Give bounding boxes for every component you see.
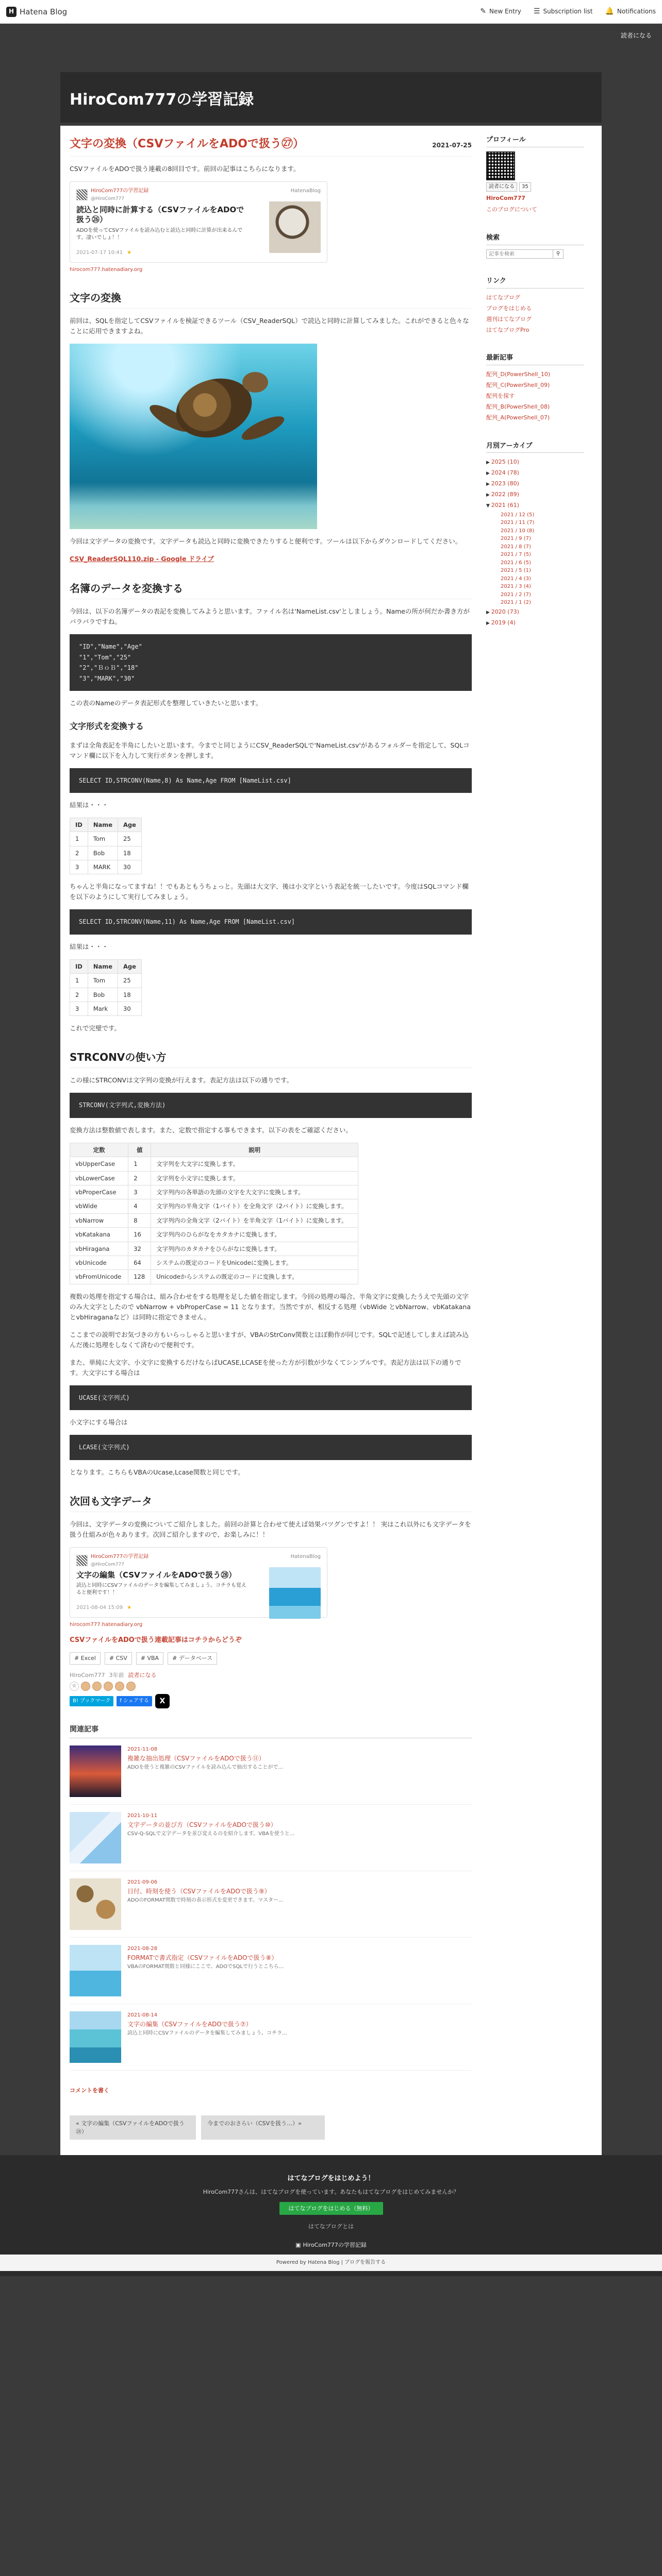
search-box bbox=[486, 249, 564, 259]
profile-module bbox=[486, 135, 584, 215]
related-date: 2021-08-14 bbox=[127, 2012, 158, 2018]
related-title[interactable]: FORMATで書式指定（CSVファイルをADOで扱う⑧） bbox=[127, 1954, 278, 1961]
notifications-button[interactable] bbox=[605, 6, 656, 17]
related-heading: 関連記事 bbox=[70, 1724, 472, 1738]
archive-year[interactable] bbox=[486, 489, 584, 500]
strconv-table bbox=[70, 1143, 358, 1284]
hatena-bookmark-button[interactable]: B! ブックマーク bbox=[70, 1696, 113, 1706]
archive-year-label: 2023 (80) bbox=[491, 480, 519, 487]
archive-year-open[interactable] bbox=[486, 500, 584, 511]
card-desc: ADOを使ってCSVファイルを読み込むと読込と同時に計算が出来るんです。凄いでしょ！！ bbox=[76, 227, 243, 241]
write-comment-link[interactable]: コメントを書く bbox=[70, 2087, 109, 2094]
paragraph: この様にSTRCONVは文字列の変換が行えます。表記方法は以下の通りです。 bbox=[70, 1076, 293, 1084]
related-item[interactable] bbox=[70, 1738, 472, 1805]
start-blog-button[interactable]: はてなブログをはじめる（無料） bbox=[279, 2202, 383, 2215]
links-heading: リンク bbox=[486, 276, 584, 289]
prev-entry-button[interactable]: « 文字の編集（CSVファイルをADOで扱う㉘） bbox=[70, 2115, 196, 2140]
card-author-id: @HiroCom777 bbox=[91, 1562, 125, 1567]
table-row bbox=[70, 1002, 142, 1016]
table-cell: 文字列を小文字に変換します。 bbox=[151, 1171, 358, 1185]
profile-name[interactable]: HiroCom777 bbox=[486, 194, 526, 201]
search-module bbox=[486, 233, 584, 259]
related-thumbnail[interactable] bbox=[70, 1878, 121, 1930]
paragraph: 変換方法は整数値で表します。また、定数で指定する事もできます。以下の表をご確認ください。 bbox=[70, 1126, 353, 1134]
triangle-right-icon: ▶ bbox=[486, 493, 491, 498]
what-is-hatena-link[interactable]: はてなブログとは bbox=[308, 2223, 354, 2230]
table-cell: MARK bbox=[88, 860, 118, 874]
archive-month[interactable]: 2021 / 12 (5) bbox=[501, 512, 535, 518]
archive-heading: 月別アーカイブ bbox=[486, 441, 584, 453]
paragraph: これで完璧です。 bbox=[70, 1024, 121, 1032]
result-label: 結果は・・・ bbox=[70, 801, 109, 809]
archive-month[interactable]: 2021 / 11 (7) bbox=[501, 520, 535, 526]
entry-date[interactable]: 2021-07-25 bbox=[432, 142, 472, 149]
recent-entry[interactable]: 配列_B(PowerShell_08) bbox=[486, 403, 550, 410]
table-cell: vbProperCase bbox=[70, 1185, 128, 1199]
search-input[interactable] bbox=[487, 250, 553, 258]
blog-title[interactable]: HiroCom777の学習記録 bbox=[70, 91, 254, 109]
table-cell: vbLowerCase bbox=[70, 1171, 128, 1185]
table-cell: 16 bbox=[128, 1228, 151, 1242]
next-entry-button[interactable]: 今までのおさらい（CSVを扱う…）» bbox=[201, 2115, 325, 2140]
profile-heading: プロフィール bbox=[486, 135, 584, 147]
archive-year[interactable] bbox=[486, 479, 584, 489]
archive-year[interactable] bbox=[486, 618, 584, 629]
table-cell: 2 bbox=[128, 1171, 151, 1185]
table-header: Age bbox=[118, 818, 142, 832]
related-thumbnail[interactable] bbox=[70, 1812, 121, 1863]
recent-module bbox=[486, 353, 584, 423]
reader-count[interactable]: 35 bbox=[519, 182, 531, 192]
paragraph: また、単純に大文字、小文字に変換するだけならばUCASE,LCASEを使った方が引数が少なくてシンプルです。表記方法は以下の通りです。大文字にする場合は bbox=[70, 1358, 461, 1377]
table-cell: 文字列内の各単語の先頭の文字を大文字に変換します。 bbox=[151, 1185, 358, 1199]
result-table-1 bbox=[70, 818, 142, 875]
recent-entry[interactable]: 配列_C(PowerShell_09) bbox=[486, 382, 550, 389]
link-hatena-blog[interactable]: はてなブログ bbox=[486, 294, 520, 301]
code-block: SELECT ID,STRCONV(Name,11) As Name,Age FROM [NameList.csv] bbox=[70, 909, 472, 934]
archive-month[interactable]: 2021 / 1 (2) bbox=[501, 600, 531, 606]
related-title[interactable]: 文字の編集（CSVファイルをADOで扱う⑦） bbox=[127, 2020, 252, 2028]
paragraph: まずは全角表記を半角にしたいと思います。今までと同じようにCSV_ReaderSQLで'NameList.csv'があるフォルダーを指定して、SQLコマンド欄に以下を入力して実行ボタンを押します。 bbox=[70, 741, 470, 759]
related-desc: 読込と同時にCSVファイルのデータを編集してみましょう。コチラ... bbox=[127, 2030, 287, 2036]
table-cell: 文字列内の全角文字（2バイト）を半角文字（1バイト）に変換します。 bbox=[151, 1213, 358, 1227]
author-time[interactable]: 3年前 bbox=[109, 1671, 124, 1679]
table-row bbox=[70, 1171, 358, 1185]
card-desc: 読込と同時にCSVファイルのデータを編集してみましょう。コチラも覚えると便利です！！ bbox=[76, 1583, 246, 1596]
related-item[interactable] bbox=[70, 1805, 472, 1871]
global-header bbox=[0, 0, 662, 24]
archive-year-label: 2024 (78) bbox=[491, 469, 519, 477]
links-module bbox=[486, 276, 584, 335]
related-date: 2021-08-28 bbox=[127, 1945, 158, 1952]
blog-title-bar bbox=[60, 72, 602, 123]
related-list bbox=[70, 1738, 472, 2071]
recent-heading: 最新記事 bbox=[486, 353, 584, 365]
star-icon: ★ bbox=[127, 249, 132, 256]
tag-excel[interactable]: # Excel bbox=[70, 1652, 101, 1665]
table-header: 値 bbox=[128, 1143, 151, 1157]
archive-year-label: 2025 (10) bbox=[491, 459, 519, 466]
archive-month[interactable]: 2021 / 10 (8) bbox=[501, 528, 535, 534]
related-date: 2021-10-11 bbox=[127, 1812, 158, 1819]
new-entry-button[interactable] bbox=[480, 6, 521, 17]
table-row bbox=[70, 1185, 358, 1199]
related-desc: CSV-Q-SQLで文字データを並び変えるのを紹介します。VBAを使うと... bbox=[127, 1831, 295, 1837]
archive-year[interactable] bbox=[486, 607, 584, 618]
card-source-link[interactable]: hirocom777.hatenadiary.org bbox=[70, 1622, 143, 1628]
table-cell: Mark bbox=[88, 1002, 118, 1016]
card-author-name: HiroCom777の学習記録 bbox=[91, 1553, 149, 1560]
table-cell: 30 bbox=[118, 860, 142, 874]
tag-vba[interactable]: # VBA bbox=[136, 1652, 163, 1665]
card-author bbox=[76, 1553, 321, 1568]
related-title[interactable]: 文字データの並び方（CSVファイルをADOで扱う⑩） bbox=[127, 1821, 277, 1828]
archive-year-label: 2019 (4) bbox=[491, 619, 516, 626]
card-author bbox=[76, 187, 321, 202]
main-column bbox=[70, 135, 472, 2140]
link-weekly[interactable]: 週刊はてなブログ bbox=[486, 315, 532, 323]
reader-box bbox=[486, 182, 584, 192]
magnifier-thumbnail bbox=[269, 201, 321, 253]
x-share-button[interactable]: X bbox=[155, 1694, 170, 1708]
triangle-right-icon: ▶ bbox=[486, 471, 491, 477]
archive-month[interactable]: 2021 / 4 (3) bbox=[501, 575, 531, 582]
footer-powered[interactable]: Powered by Hatena Blog | ブログを報告する bbox=[0, 2255, 662, 2271]
user-avatar[interactable] bbox=[81, 1682, 90, 1691]
star-icon: ★ bbox=[127, 1605, 132, 1611]
subscription-list-button[interactable] bbox=[534, 6, 593, 17]
hero-area bbox=[0, 24, 662, 75]
table-cell: Tom bbox=[88, 974, 118, 988]
user-avatar[interactable] bbox=[115, 1682, 124, 1691]
archive-year-label: 2020 (73) bbox=[491, 608, 519, 615]
table-cell: 18 bbox=[118, 846, 142, 860]
paragraph: ちゃんと半角になってますね！！でもあともうちょっと。先頭は大文字、後は小文字という表記を統一したいです。今度はSQLコマンド欄を以下のようにして実行してみましょう。 bbox=[70, 883, 469, 901]
paragraph: 今回は、以下の名簿データの表記を変換してみようと思います。ファイル名は'NameList.csv'としましょう。Nameの所が何だか書き方がバラバラですね。 bbox=[70, 607, 470, 626]
tag-database[interactable]: # データベース bbox=[168, 1652, 217, 1665]
card-source-link[interactable]: hirocom777.hatenadiary.org bbox=[70, 266, 143, 273]
table-cell: Bob bbox=[88, 988, 118, 1002]
related-title[interactable]: 複雑な抽出処理（CSVファイルをADOで扱う⑪） bbox=[127, 1754, 265, 1762]
table-row bbox=[70, 1242, 358, 1256]
card-title[interactable]: 文字の編集（CSVファイルをADOで扱う㉘） bbox=[76, 1570, 237, 1580]
paragraph: 小文字にする場合は bbox=[70, 1418, 128, 1427]
search-heading: 検索 bbox=[486, 233, 584, 245]
code-block: LCASE(文字列式) bbox=[70, 1435, 472, 1460]
table-cell: 1 bbox=[70, 832, 88, 846]
archive-year-label: 2022 (89) bbox=[491, 491, 519, 498]
card-author-id: @HiroCom777 bbox=[91, 196, 125, 202]
table-cell: vbUpperCase bbox=[70, 1157, 128, 1171]
subscription-label: Subscription list bbox=[543, 7, 593, 15]
archive-month[interactable]: 2021 / 6 (5) bbox=[501, 560, 531, 566]
table-cell: 25 bbox=[118, 974, 142, 988]
table-cell: 3 bbox=[70, 860, 88, 874]
archive-month[interactable]: 2021 / 5 (1) bbox=[501, 568, 531, 574]
table-header: Name bbox=[88, 818, 118, 832]
pencil-icon: ✎ bbox=[480, 7, 486, 16]
star-area bbox=[70, 1682, 472, 1691]
related-item[interactable] bbox=[70, 2004, 472, 2071]
archive-module bbox=[486, 441, 584, 629]
related-item[interactable] bbox=[70, 1871, 472, 1938]
table-cell: vbHiragana bbox=[70, 1242, 128, 1256]
link-start-blog[interactable]: ブログをはじめる bbox=[486, 304, 532, 312]
page-content bbox=[60, 126, 602, 2155]
table-cell: 3 bbox=[128, 1185, 151, 1199]
table-cell: 1 bbox=[128, 1157, 151, 1171]
table-cell: 128 bbox=[128, 1270, 151, 1284]
embed-card-next[interactable] bbox=[70, 1547, 327, 1618]
result-label: 結果は・・・ bbox=[70, 942, 109, 951]
add-star-button[interactable]: ☆ bbox=[70, 1682, 79, 1691]
code-block: "ID","Name","Age" "1","Tom","25" "2","ＢｏＢ","18" "3","MARK","30" bbox=[70, 634, 472, 691]
table-header: 説明 bbox=[151, 1143, 358, 1157]
section-title: 文字の変換 bbox=[70, 290, 472, 309]
table-cell: Bob bbox=[88, 846, 118, 860]
related-date: 2021-11-08 bbox=[127, 1746, 158, 1752]
table-cell: Tom bbox=[88, 832, 118, 846]
related-thumbnail[interactable] bbox=[70, 2011, 121, 2063]
facebook-share-button[interactable]: f シェアする bbox=[117, 1696, 152, 1706]
table-cell: 2 bbox=[70, 846, 88, 860]
sidebar-reader-button[interactable]: 読者になる bbox=[486, 182, 517, 192]
table-cell: 30 bbox=[118, 1002, 142, 1016]
table-cell: システムの既定のコードをUnicodeに変換します。 bbox=[151, 1256, 358, 1269]
table-row bbox=[70, 860, 142, 874]
triangle-right-icon: ▶ bbox=[486, 609, 491, 615]
profile-qr-icon[interactable] bbox=[486, 151, 515, 180]
table-header: ID bbox=[70, 959, 88, 973]
table-cell: 8 bbox=[128, 1213, 151, 1227]
table-cell: vbWide bbox=[70, 1199, 128, 1213]
user-avatar[interactable] bbox=[104, 1682, 113, 1691]
sea-thumbnail bbox=[269, 1567, 321, 1619]
table-cell: 文字列内のひらがなをカタカナに変換します。 bbox=[151, 1228, 358, 1242]
recent-entry[interactable]: 配列を探す bbox=[486, 393, 515, 400]
table-cell: 4 bbox=[128, 1199, 151, 1213]
share-buttons bbox=[70, 1694, 472, 1708]
related-desc: VBAのFORMAT関数と同様にここで、ADOでSQLで行うとこちら... bbox=[127, 1963, 284, 1970]
archive-month[interactable]: 2021 / 7 (5) bbox=[501, 552, 531, 558]
related-desc: ADOのFORMAT関数で時刻の表示形式を変更できます。マスター... bbox=[127, 1897, 284, 1903]
qr-avatar-icon bbox=[76, 189, 88, 200]
table-cell: 32 bbox=[128, 1242, 151, 1256]
table-cell: vbUnicode bbox=[70, 1256, 128, 1269]
archive-year[interactable] bbox=[486, 457, 584, 468]
triangle-right-icon: ▶ bbox=[486, 620, 491, 626]
related-thumbnail[interactable] bbox=[70, 1945, 121, 1996]
table-header: ID bbox=[70, 818, 88, 832]
notifications-label: Notifications bbox=[617, 7, 656, 15]
footer-question: はてなブログをはじめよう！ bbox=[287, 2175, 375, 2183]
result-table-2 bbox=[70, 959, 142, 1016]
intro-paragraph: CSVファイルをADOで扱う連載の8回目です。前回の記事はこちらになります。 bbox=[70, 165, 300, 173]
qr-avatar-icon bbox=[76, 1555, 88, 1566]
archive-month[interactable]: 2021 / 2 (7) bbox=[501, 591, 531, 598]
table-cell: vbNarrow bbox=[70, 1213, 128, 1227]
new-entry-label: New Entry bbox=[489, 7, 521, 15]
user-avatar[interactable] bbox=[126, 1682, 136, 1691]
paragraph: 前回は、SQLを指定してCSVファイルを検証できるツール（CSV_ReaderSQL）で読込と同時に計算してみました。これができると色々なことに応用できますよね。 bbox=[70, 316, 469, 335]
subsection-title: 文字形式を変換する bbox=[70, 721, 144, 731]
sea-turtle-image bbox=[70, 344, 317, 529]
archive-year-label: 2021 (61) bbox=[491, 502, 519, 509]
author-name[interactable]: HiroCom777 bbox=[70, 1671, 105, 1679]
table-row bbox=[70, 1199, 358, 1213]
archive-month[interactable]: 2021 / 9 (7) bbox=[501, 536, 531, 542]
table-row bbox=[70, 832, 142, 846]
paragraph: この表のNameのデータ表記形式を整理していきたいと思います。 bbox=[70, 699, 262, 707]
footer-blog-link[interactable] bbox=[0, 2241, 662, 2250]
table-cell: 文字列内のカタカナをひらがなに変換します。 bbox=[151, 1242, 358, 1256]
author-reader-button[interactable]: 読者になる bbox=[128, 1671, 157, 1679]
section-title: STRCONVの使い方 bbox=[70, 1049, 472, 1068]
table-cell: 18 bbox=[118, 988, 142, 1002]
paragraph: 今回は文字データの変換です。文字データも読込と同時に変換できたりすると便利です。ツールは以下からダウンロードしてください。 bbox=[70, 537, 462, 545]
triangle-right-icon: ▶ bbox=[486, 460, 491, 466]
pager bbox=[70, 2115, 472, 2140]
table-header: 定数 bbox=[70, 1143, 128, 1157]
table-row bbox=[70, 988, 142, 1002]
table-row bbox=[70, 1228, 358, 1242]
header-reader-button[interactable]: 読者になる bbox=[620, 32, 652, 39]
entry-title[interactable]: 文字の変換（CSVファイルをADOで扱う㉗） bbox=[70, 138, 304, 150]
card-title[interactable]: 読込と同時に計算する（CSVファイルをADOで扱う㉖） bbox=[76, 205, 244, 225]
hatena-blog-logo[interactable] bbox=[6, 6, 67, 18]
paragraph: 今回は、文字データの変換についてご紹介しました。前回の計算と合わせて使えば効果バツグンですよ！！ 実はこれ以外にも文字データを扱う仕組みが色々あります。次回ご紹介しますので、お楽しみに！！ bbox=[70, 1520, 471, 1538]
link-pro[interactable]: はてなブログPro bbox=[486, 326, 529, 333]
table-row bbox=[70, 974, 142, 988]
archive-month[interactable]: 2021 / 8 (7) bbox=[501, 544, 531, 550]
card-brand: HatenaBlog bbox=[290, 1553, 321, 1560]
bell-icon: 🔔 bbox=[605, 7, 614, 16]
tag-csv[interactable]: # CSV bbox=[105, 1652, 132, 1665]
embed-card-previous[interactable] bbox=[70, 181, 327, 262]
card-date: 2021-07-17 10:41 bbox=[76, 249, 123, 256]
tag-list bbox=[70, 1652, 472, 1665]
code-block: UCASE(文字列式) bbox=[70, 1385, 472, 1410]
table-cell: 1 bbox=[70, 974, 88, 988]
paragraph: 複数の処理を指定する場合は、組み合わせをする処理を足した値を指定します。今回の処理の場合、半角文字に変換したうえで先頭の文字のみ大文字としたので vbNarrow + vbProperCase = 11 となります。当然ですが、相反する処理（vbWide とvbNarrow、vbKatakanaとvbHiraganaなど）は同時に指定できません。 bbox=[70, 1292, 471, 1321]
footer bbox=[0, 2155, 662, 2276]
related-title[interactable]: 日付、時刻を使う（CSVファイルをADOで扱う⑨） bbox=[127, 1887, 271, 1895]
table-row bbox=[70, 1256, 358, 1269]
brand-label: Hatena Blog bbox=[20, 7, 68, 16]
table-cell: 25 bbox=[118, 832, 142, 846]
card-date: 2021-08-04 15:09 bbox=[76, 1605, 123, 1611]
author-line bbox=[70, 1671, 472, 1680]
table-cell: Unicodeからシステムの既定のコードに変換します。 bbox=[151, 1270, 358, 1284]
table-cell: 文字列を大文字に変換します。 bbox=[151, 1157, 358, 1171]
related-thumbnail[interactable] bbox=[70, 1745, 121, 1797]
related-desc: ADOを使うと複雑のCSVファイルを読み込んで抽出することがで... bbox=[127, 1764, 283, 1770]
download-link[interactable]: CSV_ReaderSQL110.zip - Google ドライブ bbox=[70, 554, 214, 563]
card-author-name: HiroCom777の学習記録 bbox=[91, 188, 149, 194]
card-brand: HatenaBlog bbox=[290, 188, 321, 194]
archive-month[interactable]: 2021 / 3 (4) bbox=[501, 584, 531, 590]
table-header: Age bbox=[118, 959, 142, 973]
triangle-down-icon: ▼ bbox=[486, 503, 491, 509]
table-cell: 2 bbox=[70, 988, 88, 1002]
table-header: Name bbox=[88, 959, 118, 973]
table-row bbox=[70, 1157, 358, 1171]
user-avatar[interactable] bbox=[92, 1682, 102, 1691]
related-item[interactable] bbox=[70, 1938, 472, 2004]
related-date: 2021-09-06 bbox=[127, 1879, 158, 1885]
search-icon[interactable]: ⚲ bbox=[553, 250, 563, 258]
archive-year[interactable] bbox=[486, 468, 584, 479]
series-promo-link[interactable]: CSVファイルをADOで扱う連載記事はコチラからどうぞ bbox=[70, 1636, 242, 1645]
footer-sub: HiroCom777さんは、はてなブログを使っています。あなたもはてなブログをはじめてみませんか？ bbox=[203, 2188, 459, 2195]
table-row bbox=[70, 1213, 358, 1227]
subscription-icon: ☰ bbox=[533, 7, 540, 16]
blog-icon: ▣ bbox=[295, 2241, 301, 2248]
table-cell: 3 bbox=[70, 1002, 88, 1016]
about-blog-link[interactable]: このブログについて bbox=[486, 206, 537, 213]
recent-entry[interactable]: 配列_A(PowerShell_07) bbox=[486, 414, 550, 421]
hatena-logo-icon: H bbox=[6, 7, 16, 17]
recent-entry[interactable]: 配列_D(PowerShell_10) bbox=[486, 371, 551, 378]
table-cell: vbKatakana bbox=[70, 1228, 128, 1242]
global-actions bbox=[480, 6, 656, 17]
table-cell: vbFromUnicode bbox=[70, 1270, 128, 1284]
entry-header bbox=[70, 135, 472, 157]
table-cell: 64 bbox=[128, 1256, 151, 1269]
triangle-right-icon: ▶ bbox=[486, 482, 491, 487]
code-block: SELECT ID,STRCONV(Name,8) As Name,Age FROM [NameList.csv] bbox=[70, 768, 472, 793]
sidebar bbox=[486, 135, 584, 2140]
paragraph: となります。こちらもVBAのUcase,Lcase関数と同じです。 bbox=[70, 1468, 244, 1476]
code-block: STRCONV(文字列式,変換方法) bbox=[70, 1093, 472, 1117]
table-row bbox=[70, 1270, 358, 1284]
paragraph: ここまでの説明でお気づきの方もいらっしゃると思いますが、VBAのStrConv関数とほぼ動作が同じです。SQLで記述してしまえば読み込んだ後に処理をしなくて済むので便利です。 bbox=[70, 1330, 469, 1349]
footer-blog-name: HiroCom777の学習記録 bbox=[303, 2241, 367, 2248]
section-title: 名簿のデータを変換する bbox=[70, 580, 472, 599]
table-row bbox=[70, 846, 142, 860]
section-title: 次回も文字データ bbox=[70, 1493, 472, 1512]
table-cell: 文字列内の半角文字（1バイト）を全角文字（2バイト）に変換します。 bbox=[151, 1199, 358, 1213]
